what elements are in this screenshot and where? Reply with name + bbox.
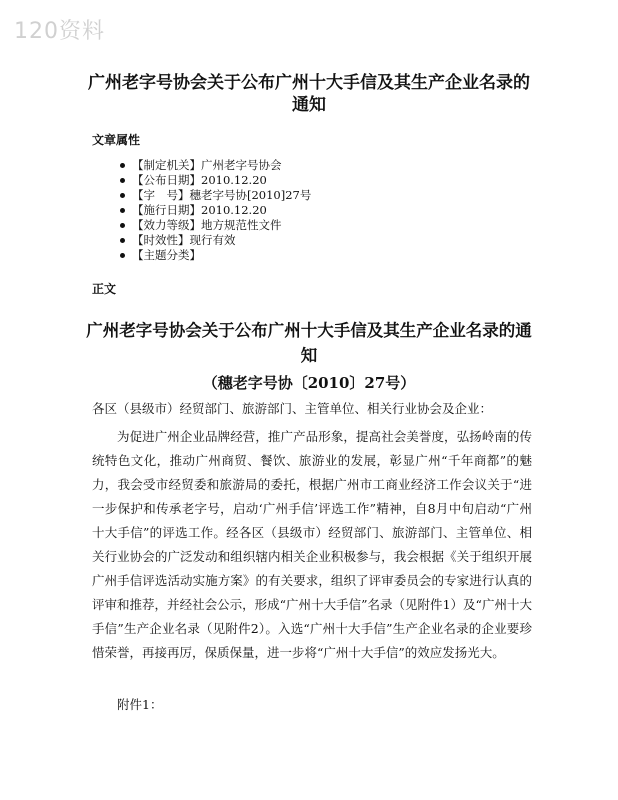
attachment-label: 附件1： (117, 697, 163, 712)
body-paragraph: 为促进广州企业品牌经营，推广产品形象，提高社会美誉度，弘扬岭南的传统特色文化，推动广州商贸、餐饮、旅游业的发展，彰显广州“千年商都”的魅力，我会受市经贸委和旅游局的委托，根据广州市工商业经济工作会议关于“进一步保护和传承老字号，启动‘广州手信’评选工作”精神，自8月中旬启动“广州十大手信”的评选工作。经各区（县级市）经贸部门、旅游部门、主管单位、相关行业协会的广泛发动和组织辖内相关企业积极参与，我会根据《关于组织开展广州手信评选活动实施方案》的有关要求，组织了评审委员会的专家进行认真的评审和推荐，并经社会公示，形成“广州十大手信”名录（见附件1）及“广州十大手信”生产企业名录（见附件2）。入选“广州十大手信”生产企业名录的企业要珍惜荣誉，再接再厉，保质保量，进一步将“广州十大手信”的效应发扬光大。 (92, 429, 532, 660)
attribute-effective-date: 【施行日期】2010.12.20 (120, 203, 311, 218)
attribute-authority-level: 【效力等级】地方规范性文件 (120, 218, 311, 233)
watermark: 120资料 (14, 19, 105, 44)
attribute-publish-date: 【公布日期】2010.12.20 (120, 173, 311, 188)
attribute-topic: 【主题分类】 (120, 248, 311, 263)
document-title: 广州老字号协会关于公布广州十大手信及其生产企业名录的通知 (88, 73, 530, 115)
attributes-list (120, 158, 311, 263)
attribute-validity: 【时效性】现行有效 (120, 233, 311, 248)
salutation: 各区（县级市）经贸部门、旅游部门、主管单位、相关行业协会及企业： (92, 401, 493, 416)
attribute-doc-number: 【字 号】穗老字号协[2010]27号 (120, 188, 311, 203)
document-number: （穗老字号协〔2010〕27号） (202, 374, 416, 392)
attribute-issuer: 【制定机关】广州老字号协会 (120, 158, 311, 173)
attributes-heading: 文章属性 (92, 133, 141, 147)
main-title: 广州老字号协会关于公布广州十大手信及其生产企业名录的通知 (86, 321, 532, 365)
body-heading: 正文 (92, 282, 117, 296)
